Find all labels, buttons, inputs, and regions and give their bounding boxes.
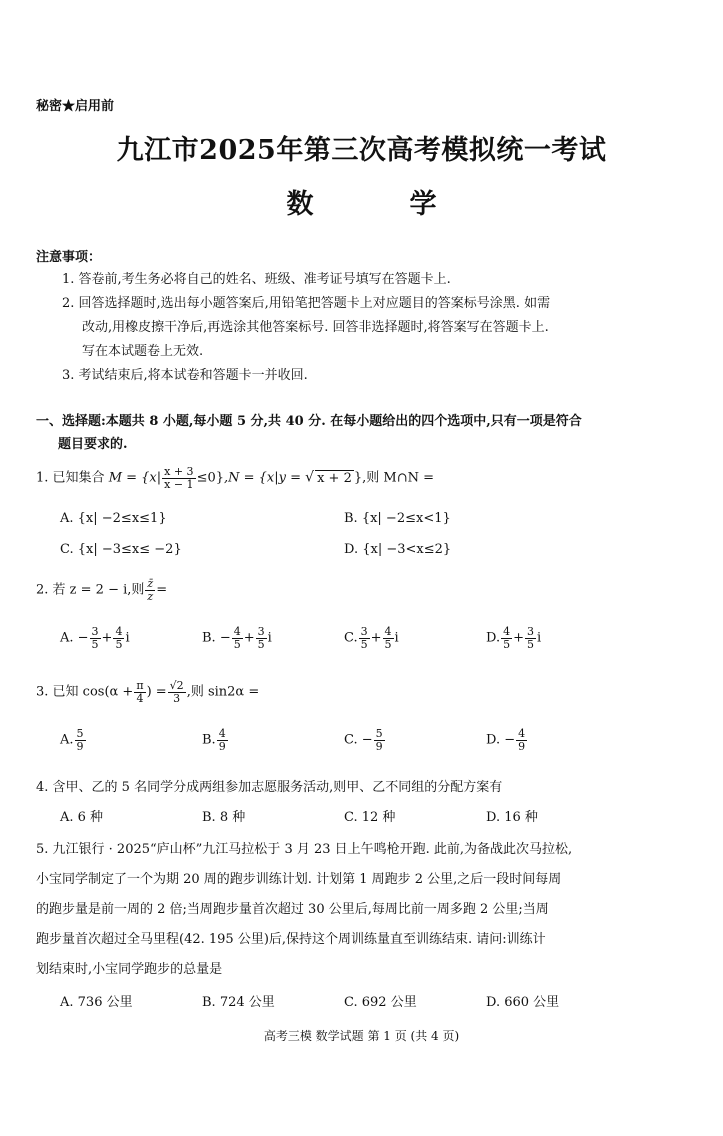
q2-d-frac2	[525, 626, 536, 650]
subject-char-1: 数	[286, 189, 314, 220]
q2-a-label: A. −	[60, 630, 89, 646]
subject-title	[0, 182, 723, 221]
q2-b-op: +	[243, 630, 255, 646]
q2-d-d2: 5	[527, 637, 534, 651]
q3-b-frac	[217, 728, 228, 752]
q2-b-d1: 5	[233, 637, 241, 651]
q3-c-num: 5	[375, 727, 383, 740]
q2-c-d1: 5	[360, 637, 368, 651]
q4-option-d: D. 16 种	[486, 810, 538, 825]
question-1	[36, 466, 434, 490]
q2-c-op: +	[370, 630, 382, 646]
q2-frac-den: z	[147, 589, 154, 603]
notice-item-2: 2. 回答选择题时,选出每小题答案后,用铅笔把答题卡上对应题目的答案标号涂黑. 如需	[62, 296, 551, 311]
q3-option-d	[486, 728, 528, 752]
q3-d-num: 4	[518, 727, 526, 740]
confidential-label: 秘密★启用前	[36, 99, 115, 114]
question-5-line-1: 5. 九江银行 · 2025“庐山杯”九江马拉松于 3 月 23 日上午鸣枪开跑. 此前,为备战此次马拉松,	[36, 842, 573, 857]
q1-frac-den: x − 1	[164, 477, 194, 491]
section-heading: 一、选择题:本题共 8 小题,每小题 5 分,共 40 分. 在每小题给出的四个选项中,只有一项是符合	[36, 414, 582, 429]
q1-option-d: D. {x| −3<x≤2}	[344, 542, 452, 557]
question-5-line-4: 跑步量首次超过全马里程(42. 195 公里)后,保持这个周训练量直至训练结束. 请问:训练计	[36, 932, 546, 947]
q3-rhs-den: 3	[173, 691, 181, 705]
q2-c-d2: 5	[384, 637, 392, 651]
q2-option-b	[202, 626, 272, 650]
page-footer: 高考三模 数学试题 第 1 页 (共 4 页)	[263, 1029, 460, 1043]
notice-item-1: 1. 答卷前,考生务必将自己的姓名、班级、准考证号填写在答题卡上.	[62, 272, 451, 287]
q1-option-a: A. {x| −2≤x≤1}	[60, 511, 167, 526]
q2-c-label: C.	[344, 630, 358, 646]
q3-pi-num: π	[136, 679, 144, 692]
q3-b-label: B.	[202, 732, 216, 748]
q4-option-c: C. 12 种	[344, 810, 396, 825]
q5-option-b: B. 724 公里	[202, 995, 275, 1010]
q2-d-n1: 4	[503, 625, 511, 638]
q3-rhs-num: √2	[169, 679, 184, 692]
q2-a-unit: i	[125, 630, 130, 646]
q2-frac-num: z̄	[147, 577, 154, 590]
q2-c-n1: 3	[360, 625, 368, 638]
subject-char-2: 学	[409, 189, 437, 220]
q2-b-n2: 3	[257, 625, 265, 638]
q2-d-unit: i	[537, 630, 542, 646]
question-2	[36, 578, 167, 602]
q3-a-label: A.	[60, 732, 74, 748]
q2-prefix: 2. 若 z = 2 − i,则	[36, 582, 145, 598]
q3-d-den: 9	[518, 739, 526, 753]
q2-b-unit: i	[267, 630, 272, 646]
q3-a-frac	[75, 728, 86, 752]
q2-b-frac1	[232, 626, 243, 650]
q2-a-n2: 4	[115, 625, 123, 638]
q1-after-frac: ≤0}	[196, 470, 224, 486]
q1-fraction	[162, 466, 195, 490]
q3-mid: ) =	[146, 684, 167, 700]
q1-frac-num: x + 3	[164, 465, 194, 478]
q1-option-b: B. {x| −2≤x<1}	[344, 511, 451, 526]
notice-item-2-cont: 改动,用橡皮擦干净后,再选涂其他答案标号. 回答非选择题时,将答案写在答题卡上.	[82, 320, 549, 335]
q1-tail: },则 M∩N =	[353, 470, 434, 486]
q2-d-d1: 5	[503, 637, 511, 651]
q2-a-frac1	[90, 626, 101, 650]
q3-pi-fraction	[134, 680, 145, 704]
q5-option-a: A. 736 公里	[60, 995, 133, 1010]
q2-b-n1: 4	[233, 625, 241, 638]
q5-option-d: D. 660 公里	[486, 995, 560, 1010]
q3-option-c	[344, 728, 386, 752]
q3-c-label: C. −	[344, 732, 373, 748]
q3-b-den: 9	[218, 739, 226, 753]
q2-c-frac2	[383, 626, 394, 650]
q3-option-b	[202, 728, 229, 752]
q3-tail: ,则 sin2α =	[186, 684, 260, 700]
q1-set-n: ,N = {x|y =	[224, 470, 302, 486]
notice-heading: 注意事项：	[36, 250, 102, 265]
q2-b-label: B. −	[202, 630, 231, 646]
q2-option-d	[486, 626, 541, 650]
q3-prefix: 3. 已知 cos(α +	[36, 684, 134, 700]
q3-d-label: D. −	[486, 732, 516, 748]
q1-prefix: 1. 已知集合	[36, 470, 105, 486]
q3-a-den: 9	[76, 739, 84, 753]
q3-option-a	[60, 728, 87, 752]
q2-a-op: +	[101, 630, 113, 646]
q2-tail: =	[156, 582, 168, 598]
q2-d-op: +	[513, 630, 524, 646]
q4-option-b: B. 8 种	[202, 810, 246, 825]
q5-option-c: C. 692 公里	[344, 995, 417, 1010]
q1-sqrt-content: x + 2	[317, 470, 352, 486]
q3-b-num: 4	[218, 727, 226, 740]
q1-set-m: M = {x|	[108, 470, 162, 486]
q2-b-frac2	[256, 626, 267, 650]
q2-d-frac1	[501, 626, 512, 650]
q3-c-den: 9	[375, 739, 383, 753]
q2-fraction	[145, 578, 155, 602]
q2-a-d2: 5	[115, 637, 123, 651]
q2-option-c	[344, 626, 399, 650]
q2-b-d2: 5	[257, 637, 265, 651]
q2-d-n2: 3	[527, 625, 534, 638]
q3-a-num: 5	[76, 727, 84, 740]
q2-c-frac1	[359, 626, 370, 650]
sqrt-icon: √	[305, 469, 315, 486]
q2-a-d1: 5	[91, 637, 99, 651]
q2-a-frac2	[113, 626, 124, 650]
question-5-line-2: 小宝同学制定了一个为期 20 周的跑步训练计划. 计划第 1 周跑步 2 公里,之后一段时间每周	[36, 872, 562, 887]
q3-c-frac	[374, 728, 385, 752]
q2-c-unit: i	[394, 630, 399, 646]
q2-option-a	[60, 626, 130, 650]
exam-title: 九江市2025年第三次高考模拟统一考试	[116, 135, 607, 166]
notice-item-2-cont2: 写在本试题卷上无效.	[82, 344, 204, 359]
q3-rhs-fraction	[168, 680, 186, 704]
q1-option-c: C. {x| −3≤x≤ −2}	[60, 542, 182, 557]
q3-pi-den: 4	[136, 691, 144, 705]
question-5-line-3: 的跑步量是前一周的 2 倍;当周跑步量首次超过 30 公里后,每周比前一周多跑 2 公里;当周	[36, 902, 549, 917]
q2-a-n1: 3	[91, 625, 99, 638]
section-heading-cont: 题目要求的.	[58, 437, 128, 452]
q2-d-label: D.	[486, 630, 501, 646]
q3-d-frac	[516, 728, 527, 752]
question-5-line-5: 划结束时,小宝同学跑步的总量是	[36, 962, 223, 977]
question-3	[36, 680, 259, 704]
q2-c-n2: 4	[384, 625, 392, 638]
q4-option-a: A. 6 种	[60, 810, 104, 825]
question-4: 4. 含甲、乙的 5 名同学分成两组参加志愿服务活动,则甲、乙不同组的分配方案有	[36, 780, 503, 795]
notice-item-3: 3. 考试结束后,将本试卷和答题卡一并收回.	[62, 368, 308, 383]
